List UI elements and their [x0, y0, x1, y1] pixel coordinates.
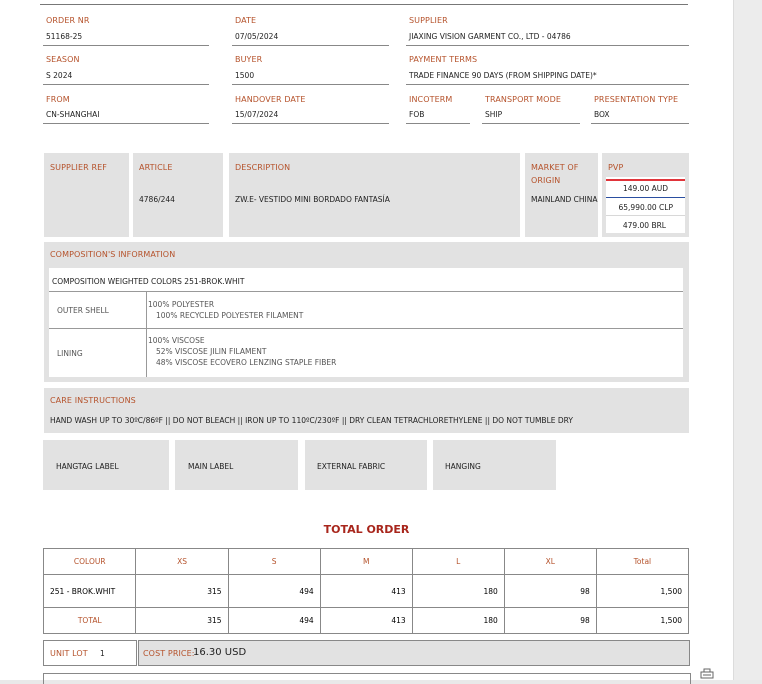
- supplier-label: SUPPLIER: [409, 16, 448, 25]
- underline: [43, 45, 209, 46]
- market-cell: [525, 153, 598, 237]
- row-total: 1,500: [596, 575, 688, 608]
- composition-section: [44, 242, 689, 382]
- table-row: [44, 575, 689, 608]
- payment-terms-value: TRADE FINANCE 90 DAYS (FROM SHIPPING DATE)*: [409, 71, 597, 80]
- row-colour: 251 - BROK.WHIT: [44, 575, 136, 608]
- col-colour: COLOUR: [44, 549, 136, 575]
- total-label: TOTAL: [44, 608, 136, 634]
- total-l: 180: [412, 608, 504, 634]
- presentation-type-value: BOX: [594, 110, 610, 119]
- underline: [232, 84, 389, 85]
- date-label: DATE: [235, 16, 257, 25]
- description-value: ZW.E- VESTIDO MINI BORDADO FANTASÍA: [235, 195, 390, 204]
- handover-date-value: 15/07/2024: [235, 110, 279, 119]
- transport-mode-value: SHIP: [485, 110, 503, 119]
- pvp-divider-red: [606, 179, 685, 181]
- unit-lot-box: [43, 640, 137, 666]
- lining-line-1: 100% VISCOSE: [148, 336, 205, 345]
- underline: [43, 84, 209, 85]
- total-m: 413: [320, 608, 412, 634]
- incoterm-label: INCOTERM: [409, 95, 453, 104]
- total-total: 1,500: [596, 608, 688, 634]
- col-m: M: [320, 549, 412, 575]
- outer-shell-line-1: 100% POLYESTER: [148, 300, 215, 309]
- payment-terms-label: PAYMENT TERMS: [409, 55, 478, 64]
- total-order-table: [43, 548, 689, 634]
- supplier-value: JIAXING VISION GARMENT CO., LTD - 04786: [409, 32, 571, 41]
- table-total-row: [44, 608, 689, 634]
- underline: [406, 45, 689, 46]
- row-xl: 98: [504, 575, 596, 608]
- scrollbar[interactable]: [733, 0, 762, 680]
- unit-lot-value: 1: [100, 649, 105, 658]
- col-xl: XL: [504, 549, 596, 575]
- composition-weighted: COMPOSITION WEIGHTED COLORS 251-BROK.WHIT: [52, 277, 245, 286]
- underline: [232, 45, 389, 46]
- underline: [232, 123, 389, 124]
- pvp-clp: 65,990.00 CLP: [618, 203, 673, 212]
- rule: [49, 291, 683, 292]
- underline: [482, 123, 580, 124]
- row-m: 413: [320, 575, 412, 608]
- supplier-ref-label: SUPPLIER REF: [50, 163, 107, 172]
- table-header-row: [44, 549, 689, 575]
- top-rule: [40, 4, 688, 5]
- composition-title: COMPOSITION'S INFORMATION: [50, 250, 176, 259]
- col-l: L: [412, 549, 504, 575]
- underline: [43, 123, 209, 124]
- hanging-label: HANGING: [445, 462, 481, 471]
- season-value: S 2024: [46, 71, 73, 80]
- underline: [406, 123, 470, 124]
- care-title: CARE INSTRUCTIONS: [50, 396, 136, 405]
- total-xs: 315: [136, 608, 228, 634]
- handover-date-label: HANDOVER DATE: [235, 95, 306, 104]
- cost-price-value: 16.30 USD: [193, 647, 247, 658]
- hanging-cell: [433, 440, 556, 490]
- supplier-ref-cell: [44, 153, 129, 237]
- market-label-1: MARKET OF: [531, 163, 579, 172]
- pvp-divider-blue: [606, 197, 685, 198]
- rule: [146, 291, 147, 377]
- presentation-type-label: PRESENTATION TYPE: [594, 95, 679, 104]
- article-cell: [133, 153, 223, 237]
- market-label-2: ORIGIN: [531, 176, 561, 185]
- unit-lot-label: UNIT LOT: [50, 649, 88, 658]
- total-s: 494: [228, 608, 320, 634]
- buyer-label: BUYER: [235, 55, 263, 64]
- total-order-title: TOTAL ORDER: [323, 523, 410, 536]
- total-xl: 98: [504, 608, 596, 634]
- article-label: ARTICLE: [139, 163, 173, 172]
- lining-label: LINING: [57, 349, 83, 358]
- from-value: CN-SHANGHAI: [46, 110, 100, 119]
- pvp-brl: 479.00 BRL: [622, 221, 666, 230]
- next-section-box: [43, 673, 691, 684]
- print-icon[interactable]: [700, 668, 714, 680]
- buyer-value: 1500: [235, 71, 255, 80]
- pvp-aud: 149.00 AUD: [622, 184, 668, 193]
- description-cell: [229, 153, 520, 237]
- lining-line-2: 52% VISCOSE JILIN FILAMENT: [156, 347, 267, 356]
- pvp-cell: [602, 153, 689, 237]
- from-label: FROM: [46, 95, 70, 104]
- outer-shell-label: OUTER SHELL: [57, 306, 109, 315]
- order-nr-label: ORDER NR: [46, 16, 90, 25]
- main-label-cell: [175, 440, 298, 490]
- cost-price-label: COST PRICE:: [143, 649, 195, 658]
- pvp-label: PVP: [608, 163, 624, 172]
- row-xs: 315: [136, 575, 228, 608]
- season-label: SEASON: [46, 55, 80, 64]
- care-text: HAND WASH UP TO 30ºC/86ºF || DO NOT BLEACH || IRON UP TO 110ºC/230ºF || DRY CLEAN TETRACHLORETHYLENE || DO NOT TUMBLE DRY: [50, 416, 573, 425]
- outer-shell-line-2: 100% RECYCLED POLYESTER FILAMENT: [156, 311, 304, 320]
- rule: [49, 328, 683, 329]
- description-label: DESCRIPTION: [235, 163, 291, 172]
- pvp-divider: [606, 215, 685, 216]
- cost-price-box: [138, 640, 690, 666]
- care-section: [44, 388, 689, 433]
- underline: [406, 84, 689, 85]
- hangtag-label-cell: [43, 440, 169, 490]
- main-label: MAIN LABEL: [188, 462, 234, 471]
- external-fabric-cell: [305, 440, 427, 490]
- col-s: S: [228, 549, 320, 575]
- article-value: 4786/244: [139, 195, 175, 204]
- row-s: 494: [228, 575, 320, 608]
- date-value: 07/05/2024: [235, 32, 279, 41]
- lining-line-3: 48% VISCOSE ECOVERO LENZING STAPLE FIBER: [156, 358, 337, 367]
- underline: [591, 123, 689, 124]
- order-nr-value: 51168-25: [46, 32, 83, 41]
- col-xs: XS: [136, 549, 228, 575]
- row-l: 180: [412, 575, 504, 608]
- col-total: Total: [596, 549, 688, 575]
- market-value: MAINLAND CHINA: [531, 195, 598, 204]
- transport-mode-label: TRANSPORT MODE: [485, 95, 561, 104]
- incoterm-value: FOB: [409, 110, 425, 119]
- composition-table: [49, 268, 683, 377]
- hangtag-label: HANGTAG LABEL: [56, 462, 119, 471]
- external-fabric-label: EXTERNAL FABRIC: [317, 462, 386, 471]
